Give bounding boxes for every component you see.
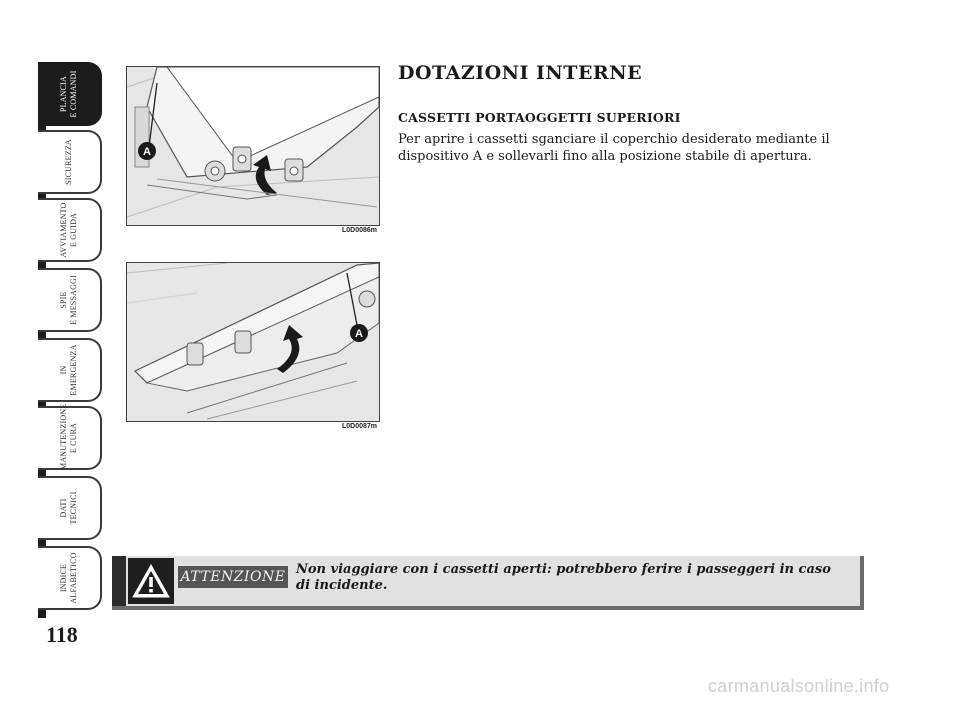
figure-code: L0D0086m bbox=[342, 227, 378, 234]
tab-label: PLANCIA E COMANDI bbox=[59, 70, 78, 118]
tab-indice-alfabetico[interactable] bbox=[38, 546, 102, 610]
tab-avviamento-e-guida[interactable] bbox=[38, 198, 102, 262]
warning-strip bbox=[112, 556, 126, 606]
tab-dati-tecnici[interactable] bbox=[38, 476, 102, 540]
section-title: DOTAZIONI INTERNE bbox=[398, 62, 643, 84]
tab-label: AVVIAMENTO E GUIDA bbox=[59, 202, 78, 258]
section-subtitle: CASSETTI PORTAOGGETTI SUPERIORI bbox=[398, 110, 681, 125]
tab-label: INDICE ALFABETICO bbox=[59, 552, 78, 604]
chapter-sidebar bbox=[0, 0, 110, 620]
tab-label: IN EMERGENZA bbox=[59, 344, 78, 396]
warning-text: Non viaggiare con i cassetti aperti: potrebbero ferire i passeggeri in caso di incidente. bbox=[296, 562, 831, 593]
warning-box bbox=[112, 556, 864, 610]
figure-glovebox-closed bbox=[126, 66, 380, 226]
warning-label: ATTENZIONE bbox=[178, 566, 288, 588]
tab-label: SICUREZZA bbox=[64, 139, 73, 185]
figure-code: L0D0087m bbox=[342, 423, 378, 430]
watermark: carmanualsonline.info bbox=[708, 676, 890, 696]
page-number: 118 bbox=[46, 622, 78, 647]
body-paragraph: Per aprire i cassetti sganciare il coperchio desiderato mediante il dispositivo A e sollevarli fino alla posizione stabile di apertura. bbox=[398, 132, 830, 164]
warning-triangle-icon bbox=[128, 558, 174, 604]
glovebox-illustration bbox=[127, 67, 379, 225]
figure-glovebox-open bbox=[126, 262, 380, 422]
tab-in-emergenza[interactable] bbox=[38, 338, 102, 402]
marker-a-label: A bbox=[355, 328, 363, 340]
tab-label: DATI TECNICI bbox=[59, 491, 78, 525]
tab-spie-e-messaggi[interactable] bbox=[38, 268, 102, 332]
tab-label: MANUTENZIONE E CURA bbox=[59, 403, 78, 470]
glovebox-open-illustration bbox=[127, 263, 379, 421]
tab-sicurezza[interactable] bbox=[38, 130, 102, 194]
marker-a-label: A bbox=[143, 146, 151, 158]
tab-label: SPIE E MESSAGGI bbox=[59, 275, 78, 325]
tab-plancia-e-comandi[interactable] bbox=[38, 62, 102, 126]
tab-manutenzione-e-cura[interactable] bbox=[38, 403, 102, 470]
